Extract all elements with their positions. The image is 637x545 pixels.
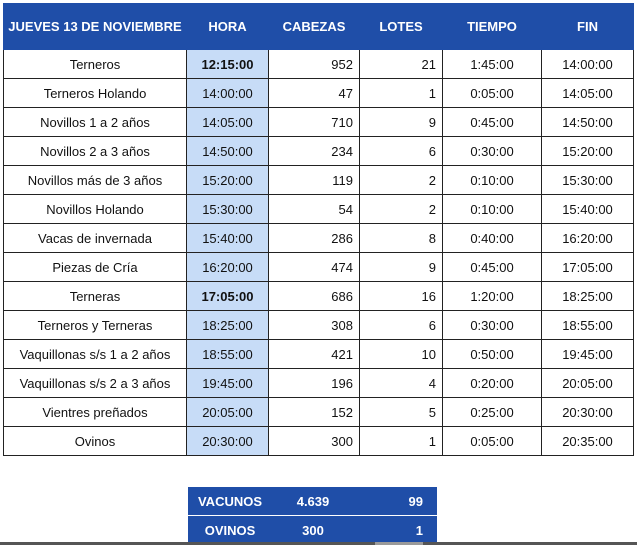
- table-row: [4, 224, 634, 253]
- hora-cell: 18:55:00: [187, 340, 269, 369]
- hora-cell: 17:05:00: [187, 282, 269, 311]
- hora-cell: 19:45:00: [187, 369, 269, 398]
- table-row: [4, 369, 634, 398]
- table-row: [4, 340, 634, 369]
- categoria-cell: Novillos Holando: [4, 195, 187, 224]
- tiempo-cell: 0:05:00: [443, 79, 542, 108]
- cabezas-cell: 300: [269, 427, 360, 456]
- totals-label: OVINOS: [188, 516, 272, 545]
- tiempo-cell: 0:45:00: [443, 108, 542, 137]
- totals-cabezas: 4.639: [272, 487, 354, 516]
- hora-header: HORA: [187, 4, 269, 50]
- fin-header: FIN: [542, 4, 634, 50]
- cabezas-cell: 286: [269, 224, 360, 253]
- categoria-cell: Terneras: [4, 282, 187, 311]
- table-row: [4, 282, 634, 311]
- categoria-cell: Ovinos: [4, 427, 187, 456]
- table-row: [4, 79, 634, 108]
- fin-cell: 20:30:00: [542, 398, 634, 427]
- categoria-cell: Vacas de invernada: [4, 224, 187, 253]
- tiempo-cell: 0:25:00: [443, 398, 542, 427]
- hora-cell: 15:30:00: [187, 195, 269, 224]
- categoria-cell: Terneros Holando: [4, 79, 187, 108]
- tiempo-cell: 0:30:00: [443, 311, 542, 340]
- totals-lotes: 99: [354, 487, 437, 516]
- totals-row-ovinos: [188, 516, 437, 545]
- totals-row-vacunos: [188, 487, 437, 516]
- lotes-cell: 2: [360, 166, 443, 195]
- fin-cell: 16:20:00: [542, 224, 634, 253]
- fin-cell: 14:05:00: [542, 79, 634, 108]
- day-header: JUEVES 13 DE NOVIEMBRE: [4, 4, 187, 50]
- table-row: [4, 311, 634, 340]
- hora-cell: 20:30:00: [187, 427, 269, 456]
- categoria-cell: Vaquillonas s/s 2 a 3 años: [4, 369, 187, 398]
- fin-cell: 15:30:00: [542, 166, 634, 195]
- lotes-cell: 5: [360, 398, 443, 427]
- cabezas-cell: 196: [269, 369, 360, 398]
- fin-cell: 14:00:00: [542, 50, 634, 79]
- schedule-table: [3, 3, 634, 456]
- lotes-cell: 6: [360, 137, 443, 166]
- cabezas-cell: 686: [269, 282, 360, 311]
- hora-cell: 15:20:00: [187, 166, 269, 195]
- cabezas-cell: 474: [269, 253, 360, 282]
- totals-label: VACUNOS: [188, 487, 272, 516]
- cabezas-header: CABEZAS: [269, 4, 360, 50]
- lotes-cell: 1: [360, 79, 443, 108]
- lotes-cell: 6: [360, 311, 443, 340]
- categoria-cell: Terneros y Terneras: [4, 311, 187, 340]
- tiempo-cell: 0:40:00: [443, 224, 542, 253]
- fin-cell: 20:35:00: [542, 427, 634, 456]
- lotes-cell: 9: [360, 253, 443, 282]
- tiempo-cell: 0:45:00: [443, 253, 542, 282]
- fin-cell: 18:55:00: [542, 311, 634, 340]
- lotes-cell: 8: [360, 224, 443, 253]
- tiempo-cell: 1:20:00: [443, 282, 542, 311]
- hora-cell: 15:40:00: [187, 224, 269, 253]
- hora-cell: 12:15:00: [187, 50, 269, 79]
- categoria-cell: Novillos más de 3 años: [4, 166, 187, 195]
- tiempo-cell: 0:50:00: [443, 340, 542, 369]
- fin-cell: 15:20:00: [542, 137, 634, 166]
- tiempo-header: TIEMPO: [443, 4, 542, 50]
- tiempo-cell: 1:45:00: [443, 50, 542, 79]
- totals-table: [188, 487, 437, 545]
- cabezas-cell: 234: [269, 137, 360, 166]
- tiempo-cell: 0:10:00: [443, 166, 542, 195]
- header-row: [4, 4, 634, 50]
- tiempo-cell: 0:10:00: [443, 195, 542, 224]
- cabezas-cell: 54: [269, 195, 360, 224]
- cabezas-cell: 152: [269, 398, 360, 427]
- tiempo-cell: 0:05:00: [443, 427, 542, 456]
- cabezas-cell: 119: [269, 166, 360, 195]
- hora-cell: 14:05:00: [187, 108, 269, 137]
- table-row: [4, 398, 634, 427]
- cabezas-cell: 421: [269, 340, 360, 369]
- totals-lotes: 1: [354, 516, 437, 545]
- table-row: [4, 427, 634, 456]
- categoria-cell: Novillos 2 a 3 años: [4, 137, 187, 166]
- lotes-cell: 21: [360, 50, 443, 79]
- categoria-cell: Novillos 1 a 2 años: [4, 108, 187, 137]
- cabezas-cell: 952: [269, 50, 360, 79]
- hora-cell: 16:20:00: [187, 253, 269, 282]
- cabezas-cell: 308: [269, 311, 360, 340]
- table-row: [4, 253, 634, 282]
- table-row: [4, 50, 634, 79]
- fin-cell: 18:25:00: [542, 282, 634, 311]
- fin-cell: 19:45:00: [542, 340, 634, 369]
- lotes-cell: 1: [360, 427, 443, 456]
- hora-cell: 20:05:00: [187, 398, 269, 427]
- lotes-header: LOTES: [360, 4, 443, 50]
- table-row: [4, 137, 634, 166]
- lotes-cell: 16: [360, 282, 443, 311]
- cabezas-cell: 710: [269, 108, 360, 137]
- hora-cell: 18:25:00: [187, 311, 269, 340]
- table-row: [4, 108, 634, 137]
- categoria-cell: Terneros: [4, 50, 187, 79]
- lotes-cell: 4: [360, 369, 443, 398]
- totals-cabezas: 300: [272, 516, 354, 545]
- lotes-cell: 2: [360, 195, 443, 224]
- lotes-cell: 10: [360, 340, 443, 369]
- lotes-cell: 9: [360, 108, 443, 137]
- fin-cell: 14:50:00: [542, 108, 634, 137]
- fin-cell: 15:40:00: [542, 195, 634, 224]
- categoria-cell: Vaquillonas s/s 1 a 2 años: [4, 340, 187, 369]
- hora-cell: 14:00:00: [187, 79, 269, 108]
- cabezas-cell: 47: [269, 79, 360, 108]
- fin-cell: 20:05:00: [542, 369, 634, 398]
- fin-cell: 17:05:00: [542, 253, 634, 282]
- hora-cell: 14:50:00: [187, 137, 269, 166]
- table-row: [4, 166, 634, 195]
- categoria-cell: Vientres preñados: [4, 398, 187, 427]
- tiempo-cell: 0:30:00: [443, 137, 542, 166]
- tiempo-cell: 0:20:00: [443, 369, 542, 398]
- categoria-cell: Piezas de Cría: [4, 253, 187, 282]
- table-row: [4, 195, 634, 224]
